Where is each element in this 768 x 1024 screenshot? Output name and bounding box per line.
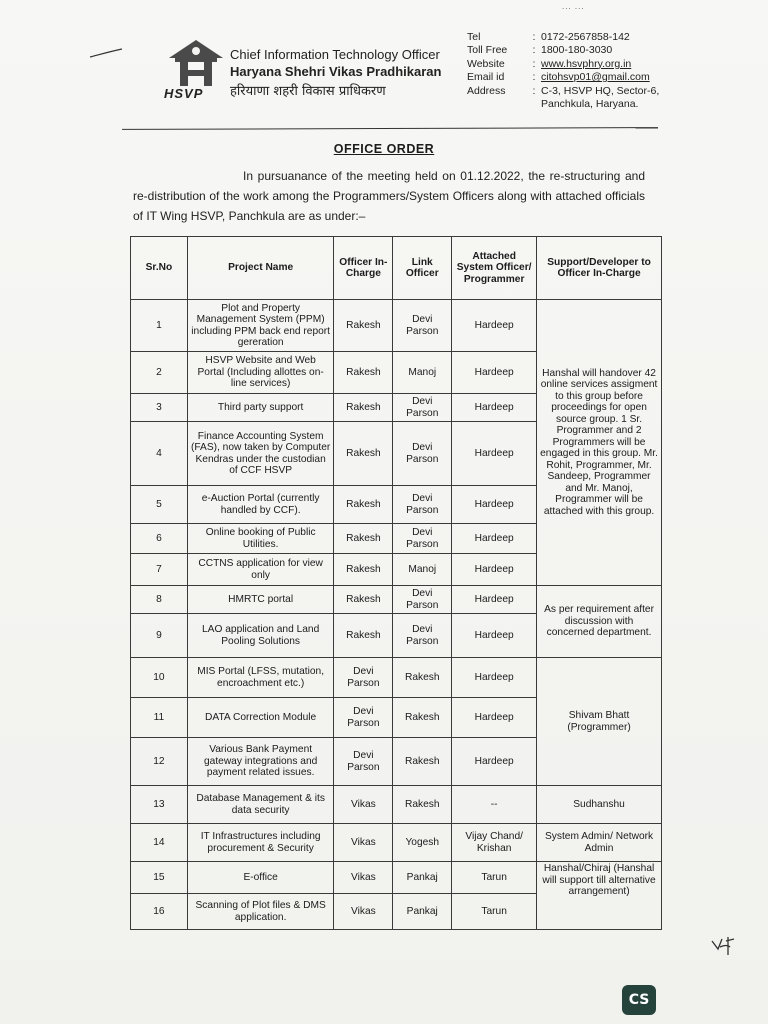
- cell-officer: Rakesh: [334, 300, 393, 352]
- cell-officer: Rakesh: [334, 394, 393, 422]
- page-title: [0, 140, 768, 158]
- cell-attached: Hardeep: [452, 586, 537, 614]
- contact-value: 0172-2567858-142: [541, 30, 630, 43]
- cell-project: HSVP Website and Web Portal (Including allottes on-line services): [187, 352, 334, 394]
- cell-project: E-office: [187, 862, 334, 894]
- cell-project: Online booking of Public Utilities.: [187, 524, 334, 554]
- cell-project: Finance Accounting System (FAS), now taken by Computer Kendras under the custodian of CCF HSVP: [187, 422, 334, 486]
- cell-link: Pankaj: [393, 862, 452, 894]
- cell-attached: Hardeep: [452, 738, 537, 786]
- cell-project: LAO application and Land Pooling Solutions: [187, 614, 334, 658]
- cell-attached: Tarun: [452, 894, 537, 930]
- top-mark: ... ...: [562, 2, 585, 11]
- cell-sr: 4: [131, 422, 188, 486]
- organization-block: [230, 47, 441, 99]
- cell-link: Devi Parson: [393, 486, 452, 524]
- intro-text: In pursuanance of the meeting held on 01.12.2022, the re-structuring and re-distribution of the work among the Programmers/System Officers along with attached officials of IT Wing HSVP, Panchkula are as under:–: [133, 169, 645, 223]
- cell-officer: Rakesh: [334, 422, 393, 486]
- cell-sr: 9: [131, 614, 188, 658]
- contact-label: Email id: [467, 71, 505, 84]
- cell-project: Database Management & its data security: [187, 786, 334, 824]
- cell-link: Manoj: [393, 554, 452, 586]
- table-row: [131, 824, 662, 862]
- cell-officer: Rakesh: [334, 352, 393, 394]
- intro-paragraph: [133, 166, 645, 226]
- cell-officer: Devi Parson: [334, 698, 393, 738]
- cell-link: Manoj: [393, 352, 452, 394]
- cell-sr: 11: [131, 698, 188, 738]
- cell-sr: 3: [131, 394, 188, 422]
- cell-support-group-4: Hanshal/Chiraj (Hanshal will support till alternative arrangement): [537, 862, 662, 930]
- cell-project: HMRTC portal: [187, 586, 334, 614]
- cell-sr: 14: [131, 824, 188, 862]
- cell-support-group-3: Shivam Bhatt (Programmer): [537, 658, 662, 786]
- camscanner-badge-icon: CS: [622, 985, 656, 1015]
- table-header-row: [131, 237, 662, 300]
- contact-row: Address : C-3, HSVP HQ, Sector-6,: [467, 84, 660, 97]
- cell-project: MIS Portal (LFSS, mutation, encroachment etc.): [187, 658, 334, 698]
- cell-officer: Vikas: [334, 894, 393, 930]
- table-row: [131, 862, 662, 894]
- cell-officer: Rakesh: [334, 524, 393, 554]
- contact-row: Toll Free : 1800-180-3030: [467, 44, 613, 57]
- cell-sr: 5: [131, 486, 188, 524]
- cell-officer: Rakesh: [334, 554, 393, 586]
- cell-attached: Hardeep: [452, 698, 537, 738]
- cell-sr: 13: [131, 786, 188, 824]
- cell-sr: 2: [131, 352, 188, 394]
- cell-link: Yogesh: [393, 824, 452, 862]
- contact-label: Toll Free: [467, 44, 508, 57]
- cell-project: Plot and Property Management System (PPM) including PPM back end report gereration: [187, 300, 334, 352]
- cell-sr: 16: [131, 894, 188, 930]
- cell-attached: Hardeep: [452, 300, 537, 352]
- cell-sr: 6: [131, 524, 188, 554]
- header-divider: [122, 127, 658, 130]
- cell-project: DATA Correction Module: [187, 698, 334, 738]
- work-distribution-table: [130, 236, 662, 930]
- cell-officer: Rakesh: [334, 586, 393, 614]
- cell-link: Devi Parson: [393, 422, 452, 486]
- cell-project: Third party support: [187, 394, 334, 422]
- contact-row: [467, 98, 659, 112]
- cell-attached: Hardeep: [452, 352, 537, 394]
- cell-attached: Hardeep: [452, 658, 537, 698]
- org-name-hindi: हरियाणा शहरी विकास प्राधिकरण: [230, 84, 386, 99]
- org-office-name: Chief Information Technology Officer: [230, 47, 440, 62]
- cell-project: CCTNS application for view only: [187, 554, 334, 586]
- cell-link: Devi Parson: [393, 586, 452, 614]
- cell-attached: Hardeep: [452, 422, 537, 486]
- cell-officer: Rakesh: [334, 486, 393, 524]
- cell-officer: Vikas: [334, 786, 393, 824]
- cell-attached: Hardeep: [452, 524, 537, 554]
- contact-row: Tel : 0172-2567858-142: [467, 30, 630, 43]
- cell-attached: Hardeep: [452, 486, 537, 524]
- cell-support-group-1: Hanshal will handover 42 online services assigment to this group before proceedings for open source group. 1 Sr. Programmer and 2 Programmers will be engaged in this group. Mr. Rohit, Programmer, Mr. Sandeep, Programmer and Mr. Manoj, Programmer will be attached with this group.: [537, 300, 662, 586]
- cell-attached: Hardeep: [452, 394, 537, 422]
- cell-sr: 10: [131, 658, 188, 698]
- cell-officer: Vikas: [334, 862, 393, 894]
- cell-attached: Hardeep: [452, 554, 537, 586]
- address-line-2: Panchkula, Haryana.: [541, 98, 639, 111]
- cell-attached: Vijay Chand/ Krishan: [452, 824, 537, 862]
- cell-support-group-2: As per requirement after discussion with concerned department.: [537, 586, 662, 658]
- contact-label: Address: [467, 84, 506, 97]
- table-row: [131, 300, 662, 352]
- header-officer-in-charge: Officer In-Charge: [334, 237, 393, 300]
- cell-project: IT Infrastructures including procurement & Security: [187, 824, 334, 862]
- cell-link: Pankaj: [393, 894, 452, 930]
- pen-stroke-mark: [88, 46, 124, 60]
- header-project-name: Project Name: [187, 237, 334, 300]
- cell-link: Devi Parson: [393, 394, 452, 422]
- table-row: [131, 586, 662, 614]
- header-attached-officer: Attached System Officer/ Programmer: [452, 237, 537, 300]
- cell-link: Devi Parson: [393, 300, 452, 352]
- cell-project: Various Bank Payment gateway integrations and payment related issues.: [187, 738, 334, 786]
- office-order-title: OFFICE ORDER: [333, 142, 435, 156]
- website-link[interactable]: www.hsvphry.org.in: [541, 57, 632, 70]
- cell-project: e-Auction Portal (currently handled by CCF).: [187, 486, 334, 524]
- contact-block: [467, 30, 659, 111]
- header-link-officer: Link Officer: [393, 237, 452, 300]
- cell-link: Devi Parson: [393, 614, 452, 658]
- cell-officer: Vikas: [334, 824, 393, 862]
- cell-link: Rakesh: [393, 738, 452, 786]
- header-sr-no: Sr.No: [131, 237, 188, 300]
- cell-attached: Tarun: [452, 862, 537, 894]
- cell-sr: 1: [131, 300, 188, 352]
- contact-row: Email id : citohsvp01@gmail.com: [467, 71, 650, 84]
- cell-sr: 8: [131, 586, 188, 614]
- cell-link: Rakesh: [393, 658, 452, 698]
- cell-officer: Devi Parson: [334, 658, 393, 698]
- cell-link: Rakesh: [393, 698, 452, 738]
- cell-link: Devi Parson: [393, 524, 452, 554]
- contact-value: 1800-180-3030: [541, 44, 613, 57]
- cell-link: Rakesh: [393, 786, 452, 824]
- handwritten-initials: [710, 935, 740, 957]
- cell-sr: 12: [131, 738, 188, 786]
- cell-support-row-13: Sudhanshu: [537, 786, 662, 824]
- header-support-developer: Support/Developer to Officer In-Charge: [537, 237, 662, 300]
- contact-label: Tel: [467, 30, 481, 43]
- cell-sr: 7: [131, 554, 188, 586]
- email-link[interactable]: citohsvp01@gmail.com: [541, 71, 650, 84]
- cell-officer: Devi Parson: [334, 738, 393, 786]
- cell-officer: Rakesh: [334, 614, 393, 658]
- cell-attached: Hardeep: [452, 614, 537, 658]
- contact-label: Website: [467, 57, 505, 70]
- cell-support-row-14: System Admin/ Network Admin: [537, 824, 662, 862]
- table-row: [131, 786, 662, 824]
- contact-row: Website : www.hsvphry.org.in: [467, 57, 632, 70]
- org-name: Haryana Shehri Vikas Pradhikaran: [230, 64, 442, 79]
- cell-attached: --: [452, 786, 537, 824]
- table-row: [131, 658, 662, 698]
- contact-value: C-3, HSVP HQ, Sector-6,: [541, 84, 660, 97]
- cell-sr: 15: [131, 862, 188, 894]
- cell-project: Scanning of Plot files & DMS application.: [187, 894, 334, 930]
- logo-wordmark: HSVP: [164, 86, 204, 101]
